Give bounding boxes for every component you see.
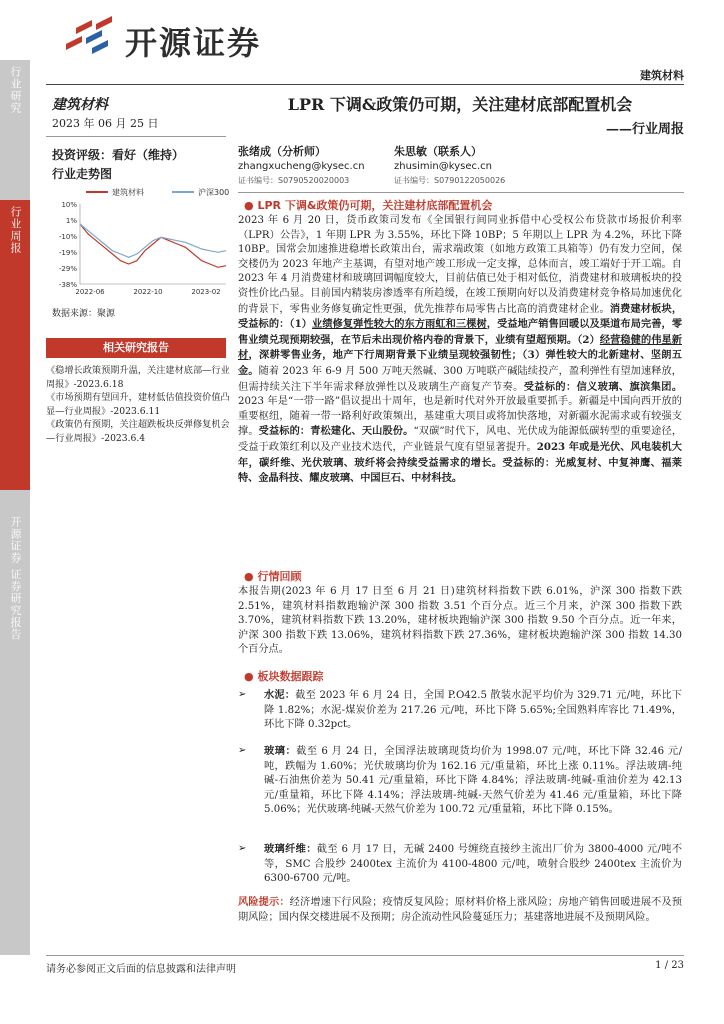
y-tick-label: -10% <box>58 233 77 241</box>
analyst-email[interactable]: zhusimin@kysec.cn <box>394 161 492 172</box>
chart-source: 数据来源：聚源 <box>52 309 116 319</box>
report-date: 2023 年 06 月 25 日 <box>52 117 159 130</box>
y-tick-label: -29% <box>58 265 77 273</box>
y-tick-label: 1% <box>65 217 77 225</box>
analyst-email[interactable]: zhangxucheng@kysec.cn <box>238 161 365 172</box>
data-bullet-fiberglass: ➢ 玻璃纤维：截至 6 月 17 日，无碱 2400 号缠绕直接纱主流出厂价为 3800-4000 元/吨不等，SMC 合股纱 2400tex 主流价为 4100-4800 元/吨，喷射合股纱 2400tex 主流价为 6300-6700 元/吨。 <box>238 843 683 885</box>
trend-title: 行业走势图 <box>52 167 113 181</box>
related-report[interactable]: 《政策仍有预期，关注超跌板块反弹修复机会—行业周报》-2023.6.4 <box>46 419 230 444</box>
related-reports-title: 相关研究报告 <box>46 338 226 358</box>
sidebar-brand: 开源证券 证券研究报告 <box>0 490 30 955</box>
bullet-icon: ● <box>244 670 254 683</box>
section-heading: ● LPR 下调&政策仍可期，关注建材底部配置机会 <box>244 199 493 212</box>
data-bullet-glass: ➢ 玻璃：截至 6 月 24 日，全国浮法玻璃现货均价为 1998.07 元/吨，环比下降 32.46 元/吨，跌幅为 1.60%；光伏玻璃均价为 162.16 元/重量箱，环比上涨 0.11%。浮法玻璃-纯碱-石油焦价差为 50.41 元/重量箱，环比下降 4.84%；浮法玻璃-纯碱-重油价差为 42.13 元/重量箱，环比下降 4.14%；浮法玻璃-纯碱-天然气价差为 41.46 元/重量箱，环比下降 5.06%；光伏玻璃-纯碱-天然气价差为 100.72 元/重量箱，环比下降 0.15%。 <box>238 745 682 816</box>
y-tick-label: -38% <box>58 281 77 289</box>
left-divider <box>46 136 226 137</box>
arrow-bullet-icon: ➢ <box>238 689 247 700</box>
y-tick-label: 10% <box>61 201 77 209</box>
series-line <box>80 224 226 257</box>
section-heading: ● 行情回顾 <box>244 570 302 583</box>
related-report[interactable]: 《稳增长政策预期升温，关注建材底部—行业周报》-2023.6.18 <box>46 365 230 390</box>
data-bullet-cement: ➢ 水泥：截至 2023 年 6 月 24 日，全国 P.O42.5 散装水泥平均价为 329.71 元/吨，环比下降 1.82%；水泥-煤炭价差为 217.26 元/吨，环比下降 5.65%;全国熟料库容比 71.49%，环比下降 0.32pct。 <box>238 689 682 731</box>
bullet-icon: ● <box>244 570 254 583</box>
analyst-1: 张绪成（分析师） zhangxucheng@kysec.cn 证书编号：S0790520020003 <box>238 145 365 185</box>
sidebar-research: 行业研究 <box>0 60 30 200</box>
bullet-icon: ● <box>244 199 254 212</box>
company-logo-icon <box>62 14 122 58</box>
section-heading: ● 板块数据跟踪 <box>244 670 324 683</box>
related-report[interactable]: 《市场预期有望回升，建材低估值投资价值凸显—行业周报》-2023.6.11 <box>46 392 230 417</box>
analyst-divider <box>238 192 684 193</box>
arrow-bullet-icon: ➢ <box>238 843 247 854</box>
footer-divider <box>46 955 684 956</box>
series-line <box>80 224 226 267</box>
section-2-body: 本报告期(2023 年 6 月 17 日至 6 月 21 日)建筑材料指数下跌 6.01%，沪深 300 指数下跌 2.51%，建筑材料指数跑输沪深 300 指数 3.51 个百分点。近三个月来，沪深 300 指数下跌 3.70%，建筑材料指数下跌 13.20%，建材板块跑输沪深 300 指数 9.50 个百分点。近一年来，沪深 300 指数下跌 13.06%，建筑材料指数下跌 27.36%，建材板块跑输沪深 300 指数 14.30 个百分点。 <box>238 586 682 656</box>
industry-label: 建筑材料 <box>52 97 108 113</box>
trend-chart <box>46 184 232 304</box>
x-tick-label: 2022-10 <box>133 288 163 296</box>
legend-label: 沪深300 <box>198 188 230 197</box>
rating: 投资评级：看好（维持） <box>52 148 185 162</box>
x-tick-label: 2022-06 <box>75 288 105 296</box>
header-divider <box>46 84 684 85</box>
company-name: 开源证券 <box>125 24 262 62</box>
related-reports-list <box>46 364 232 445</box>
analyst-2: 朱思敏（联系人） zhusimin@kysec.cn 证书编号：S0790122050026 <box>394 145 506 185</box>
section-1-body: 2023 年 6 月 20 日，货币政策司发布《全国银行间同业拆借中心受权公布贷款市场报价利率（LPR）公告》，1 年期 LPR 为 3.55%，环比下降 10BP；5 年期以上 LPR 为 4.2%，环比下降 10BP。国常会加速推进稳增长政策出台，需求端政策（如地方政策工具箱等）仍有发力空间，保交楼仍为 2023 年地产主基调，有望对地产竣工形成一定支撑，总体而言，竣工端好于开工端。自 2023 年 4 月消费建材和玻璃回调幅度较大，目前估值已处于相对低位，消费建材和玻璃板块的投资性价比凸显。目前国内精装房渗透率有所趋缓，在竣工预期向好以及消费建材竞争格局加速优化的背景下，零售业务修复确定性更强，优先推荐布局零售占比高的消费建材企业。消费建材板块，受益标的：（1）业绩修复弹性较大的东方雨虹和三棵树，受益地产销售回暖以及渠道布局完善，零售业绩兑现预期较强，在节后未出现价格内卷的背景下，业绩有望超预期。（2）经营稳健的伟星新材，深耕零售业务，地产下行周期背景下业绩呈现较强韧性；（3）弹性较大的北新建材、坚朗五金。随着 2023 年 6-9 月 500 万吨天然碱、300 万吨联产碱陆续投产，盈利弹性有望加速释放，但需持续关注下半年需求释放弹性以及玻璃生产商复产节奏。受益标的：信义玻璃、旗滨集团。2023 年是“一带一路”倡议提出十周年，也是新时代对外开放最重要抓手。新疆是中国向西开放的重要枢纽，随着一带一路利好政策频出，基建重大项目或将加快落地，对新疆水泥需求或有较强支撑。受益标的：青松建化、天山股份。“双碳”时代下，风电、光伏成为能源低碳转型的重要途径，受益于政策红利以及产业技术迭代，产业链景气度有望显著提升。2023 年或是光伏、风电装机大年，碳纤维、光伏玻璃、玻纤将会持续受益需求的增长。受益标的：光威复材、中复神鹰、福莱特、金晶科技、耀皮玻璃、中国巨石、中材科技。 <box>238 215 683 485</box>
risk-warning: 风险提示：经济增速下行风险；疫情反复风险；原材料价格上涨风险；房地产销售回暖进展不及预期风险；国内保交楼进展不及预期；房企流动性风险蔓延压力；基建落地进展不及预期风险。 <box>238 896 683 923</box>
y-tick-label: -19% <box>58 249 77 257</box>
report-subtitle: ——行业周报 <box>605 122 684 137</box>
arrow-bullet-icon: ➢ <box>238 745 247 756</box>
legend-label: 建筑材料 <box>112 188 144 197</box>
x-tick-label: 2023-02 <box>191 288 221 296</box>
sidebar-weekly: 行业周报 <box>0 200 30 490</box>
footer-disclaimer: 请务必参阅正文后面的信息披露和法律声明 <box>46 964 236 975</box>
report-title: LPR 下调&政策仍可期，关注建材底部配置机会 <box>287 95 633 114</box>
industry-tag: 建筑材料 <box>640 69 684 82</box>
page-number: 1 / 23 <box>655 960 684 971</box>
